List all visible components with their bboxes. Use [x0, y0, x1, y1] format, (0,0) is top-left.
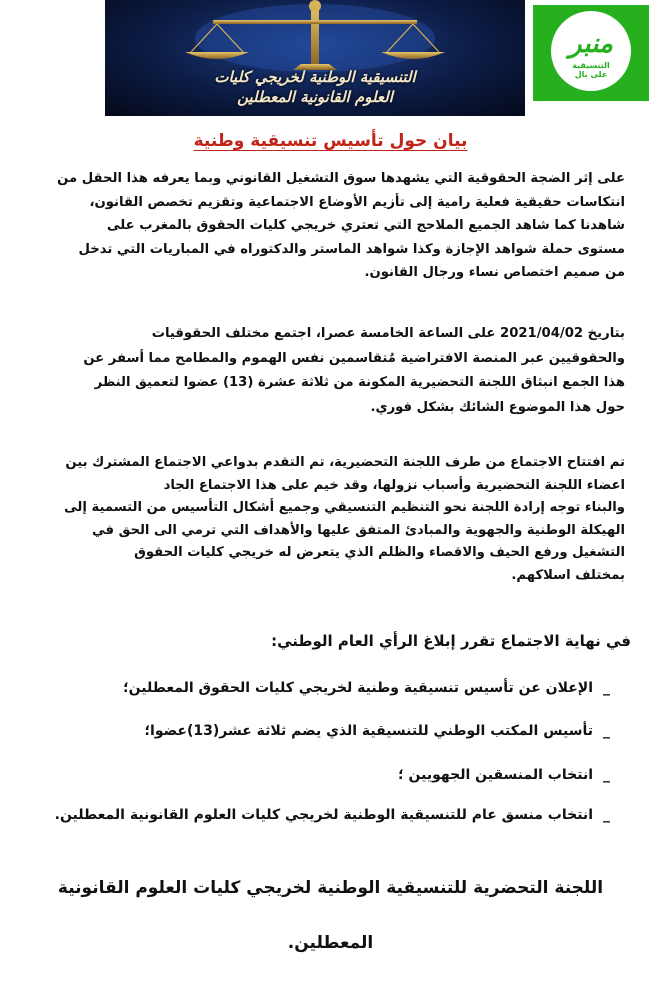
paragraph-meeting-opening — [36, 452, 625, 587]
banner-title-line2: العلوم القانونية المعطلين — [237, 88, 393, 106]
list-item — [398, 767, 610, 783]
list-item — [55, 807, 610, 823]
paragraph-line: اعضاء اللجنة التحضيرية وأسباب نزولها، وقد خيم على هذا الاجتماع الجاد — [163, 477, 625, 493]
list-item-text: الإعلان عن تأسيس تنسيقية وطنية لخريجي كليات الحقوق المعطلين؛ — [123, 680, 593, 696]
list-item-text: تأسيس المكتب الوطني للتنسيقية الذي يضم ثلاثة عشر(13)عضوا؛ — [144, 723, 593, 739]
list-item-text: انتخاب المنسقين الجهويين ؛ — [398, 767, 593, 783]
paragraph-line: والحقوقيين عبر المنصة الافتراضية مُتقاسمين نفس الهموم والمطامح مما أسفر عن — [83, 350, 625, 366]
bullet-marker: _ — [603, 680, 610, 696]
signature-line1: اللجنة التحضرية للتنسيقية الوطنية لخريجي كليات العلوم القانونية — [57, 878, 604, 898]
paragraph-line: حول هذا الموضوع الشائك بشكل فوري. — [370, 399, 625, 415]
paragraph-line: والبناء توجه إرادة اللجنة نحو التنظيم التنسيقي وجميع أشكال التأسيس من التسمية إلى — [64, 500, 625, 515]
paragraph-line: شاهدنا كما شاهد الجميع الملاحج التي تعتري خريجي كليات الحقوق بالمغرب على — [106, 218, 625, 233]
minbar-logo — [533, 5, 649, 101]
bullet-marker: _ — [603, 767, 610, 783]
paragraph-line: على إثر الضجة الحقوقية التي يشهدها سوق التشغيل القانوني وبما يعرفه هذا الحقل من — [57, 171, 625, 186]
paragraph-line: التشغيل ورفع الحيف والاقصاء والظلم الذي يتعرض له خريجي كليات الحقوق — [134, 545, 625, 560]
paragraph-line: الهيكلة الوطنية والجهوية والمبادئ المتفق عليها والأهداف التي ترمي الى الحق في — [92, 522, 625, 538]
paragraph-line: هذا الجمع انبثاق اللجنة التحضيرية المكونة من ثلاثة عشرة (13) عضوا لتعميق النظر — [94, 375, 625, 390]
list-item-text: انتخاب منسق عام للتنسيقية الوطنية لخريجي كليات العلوم القانونية المعطلين. — [54, 807, 593, 823]
list-item — [144, 723, 610, 739]
header-banner — [105, 0, 525, 116]
logo-subtitle-line1: التنسيقية — [572, 61, 610, 70]
paragraph-meeting-date — [36, 322, 625, 420]
document-title: بيان حول تأسيس تنسيقية وطنية — [193, 131, 468, 151]
signature-line2: المعطلين. — [287, 933, 374, 953]
logo-title: منبر — [569, 29, 613, 59]
logo-subtitle-line2: على بال — [574, 70, 608, 79]
paragraph-line: مستوى حملة شواهد الإجازة وكذا شواهد الماستر والدكتوراه في المباريات التي تدخل — [78, 241, 625, 257]
list-item — [123, 680, 610, 696]
paragraph-line: بمختلف اسلاكهم. — [511, 567, 625, 583]
paragraph-line: من صميم اختصاص نساء ورجال القانون. — [364, 265, 625, 280]
paragraph-line: بتاريخ 2021/04/02 على الساعة الخامسة عصرا، اجتمع مختلف الحقوقيات — [151, 326, 625, 341]
paragraph-line: انتكاسات حقيقية فعلية رامية إلى تأزيم الأوضاع الاجتماعية وتقزيم تخصص القانون، — [89, 194, 625, 210]
paragraph-line: تم افتتاح الاجتماع من طرف اللجنة التحضيرية، تم التقدم بدواعي الاجتماع المشترك بين — [65, 455, 625, 470]
logo-subtitle — [533, 61, 649, 79]
bullet-marker: _ — [603, 807, 610, 823]
paragraph-intro — [36, 167, 625, 285]
banner-title-line1: التنسيقية الوطنية لخريجي كليات — [214, 68, 416, 86]
bullet-marker: _ — [603, 723, 610, 739]
decisions-heading: في نهاية الاجتماع تقرر إبلاغ الرأي العام الوطني: — [271, 632, 631, 650]
